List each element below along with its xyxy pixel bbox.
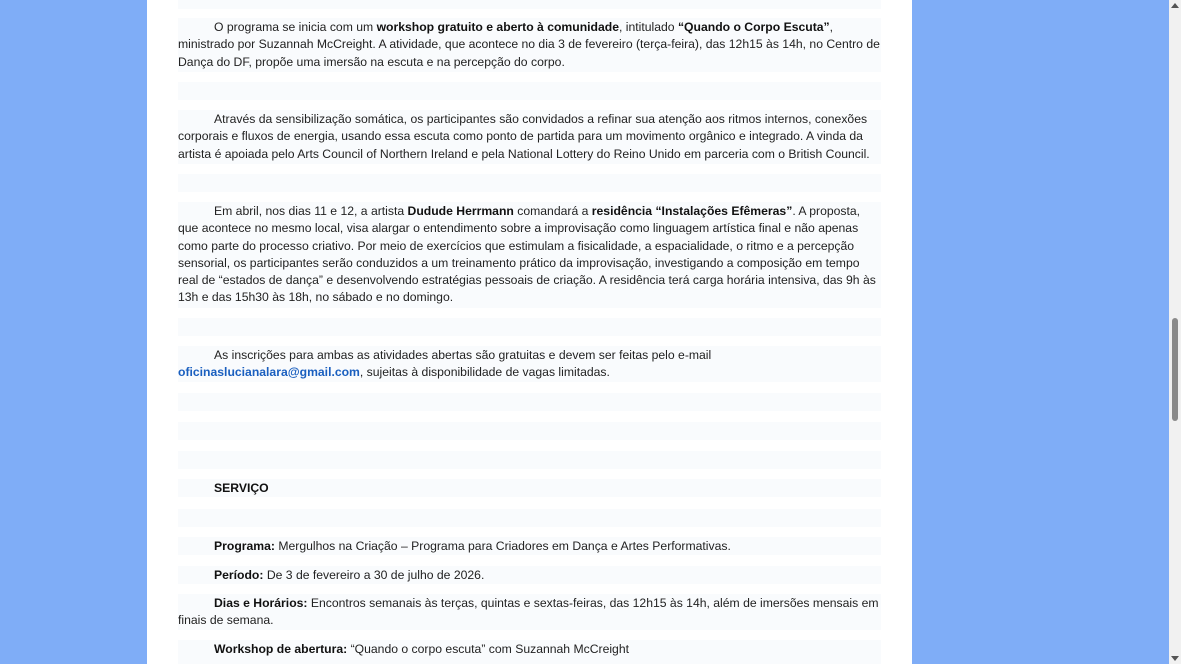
service-line xyxy=(178,538,881,555)
paragraph-residency xyxy=(178,202,881,308)
service-label: Período: xyxy=(214,568,264,582)
heading-text: SERVIÇO xyxy=(214,481,269,495)
spacer-block xyxy=(178,393,881,411)
vertical-scrollbar[interactable] xyxy=(1169,0,1181,664)
scrollbar-thumb[interactable] xyxy=(1172,318,1178,421)
article-page xyxy=(147,0,912,664)
service-line xyxy=(178,567,881,584)
text: As inscrições para ambas as atividades abertas são gratuitas e devem ser feitas pelo e-mail xyxy=(214,348,712,362)
paragraph-somatic xyxy=(178,110,881,164)
scroll-down-arrow-icon[interactable] xyxy=(1171,656,1179,661)
bold-text: workshop gratuito e aberto à comunidade xyxy=(376,20,619,34)
service-value: De 3 de fevereiro a 30 de julho de 2026. xyxy=(263,568,485,582)
service-line xyxy=(178,595,881,630)
service-label: Dias e Horários: xyxy=(214,596,308,610)
spacer-block xyxy=(178,451,881,469)
service-label: Programa: xyxy=(214,539,275,553)
service-heading xyxy=(178,480,881,497)
service-programa xyxy=(178,537,881,555)
paragraph-workshop xyxy=(178,18,881,72)
spacer-block xyxy=(178,318,881,336)
bold-text: residência “Instalações Efêmeras” xyxy=(591,204,793,218)
scroll-up-arrow-icon[interactable] xyxy=(1171,3,1179,8)
text: O programa se inicia com um xyxy=(214,20,377,34)
text: , sujeitas à disponibilidade de vagas limitadas. xyxy=(359,365,610,380)
bold-text: Dudude Herrmann xyxy=(407,204,514,218)
spacer-block xyxy=(178,82,881,100)
paragraph-text: Através da sensibilização somática, os participantes são convidados a refinar sua atenção aos ritmos internos, conexões corporais e fluxos de energia, usando essa escuta como ponto de partida para um movimento orgânico e integrado. A vinda da artista é apoiada pelo Arts Council of Northern Ireland e pela National Lottery do Reino Unido em parceria com o British Council. xyxy=(178,112,870,161)
service-dias xyxy=(178,594,881,630)
text: . A proposta, que acontece no mesmo local, visa alargar o entendimento sobre a improvisação como linguagem artística final e não apenas como parte do processo criativo. Por meio de exercícios que estimulam a fisicalidade, a espacialidade, o ritmo e a percepção sensorial, os participantes serão conduzidos a um treinamento prático da improvisação, investigando a composição em tempo real de “estados de dança” e desenvolvendo estratégias pessoais de criação. A residência terá carga horária intensiva, das 9h às 13h e das 15h30 às 18h, no sábado e no domingo. xyxy=(178,204,876,305)
text: , ministrado por Suzannah McCreight. A atividade, que acontece no dia 3 de fevereiro (terça-feira), das 12h15 às 14h, no Centro de Dança do DF, propõe uma imersão na escuta e na percepção do corpo. xyxy=(178,20,880,69)
spacer-block xyxy=(178,422,881,440)
bold-text: “Quando o Corpo Escuta” xyxy=(677,20,830,34)
paragraph-text xyxy=(178,203,881,307)
spacer-block xyxy=(178,509,881,527)
service-value: “Quando o corpo escuta” com Suzannah McCreight xyxy=(347,642,629,656)
service-workshop xyxy=(178,640,881,664)
email-link[interactable]: oficinaslucianalara@gmail.com xyxy=(178,365,360,380)
service-heading-block xyxy=(178,479,881,497)
service-value: Encontros semanais às terças, quintas e sextas-feiras, das 12h15 às 14h, além de imersões mensais em finais de semana. xyxy=(178,596,879,628)
service-periodo xyxy=(178,566,881,584)
text: comandará a xyxy=(513,204,592,218)
text: Em abril, nos dias 11 e 12, a artista xyxy=(214,204,408,218)
text: , intitulado xyxy=(619,20,678,34)
paragraph-text xyxy=(178,347,881,382)
service-value: Mergulhos na Criação – Programa para Criadores em Dança e Artes Performativas. xyxy=(274,539,731,553)
spacer-block xyxy=(178,174,881,192)
service-line xyxy=(178,641,881,658)
paragraph-text xyxy=(178,19,881,71)
spacer-block xyxy=(178,0,881,9)
paragraph-registration xyxy=(178,346,881,382)
service-label: Workshop de abertura: xyxy=(214,642,348,656)
